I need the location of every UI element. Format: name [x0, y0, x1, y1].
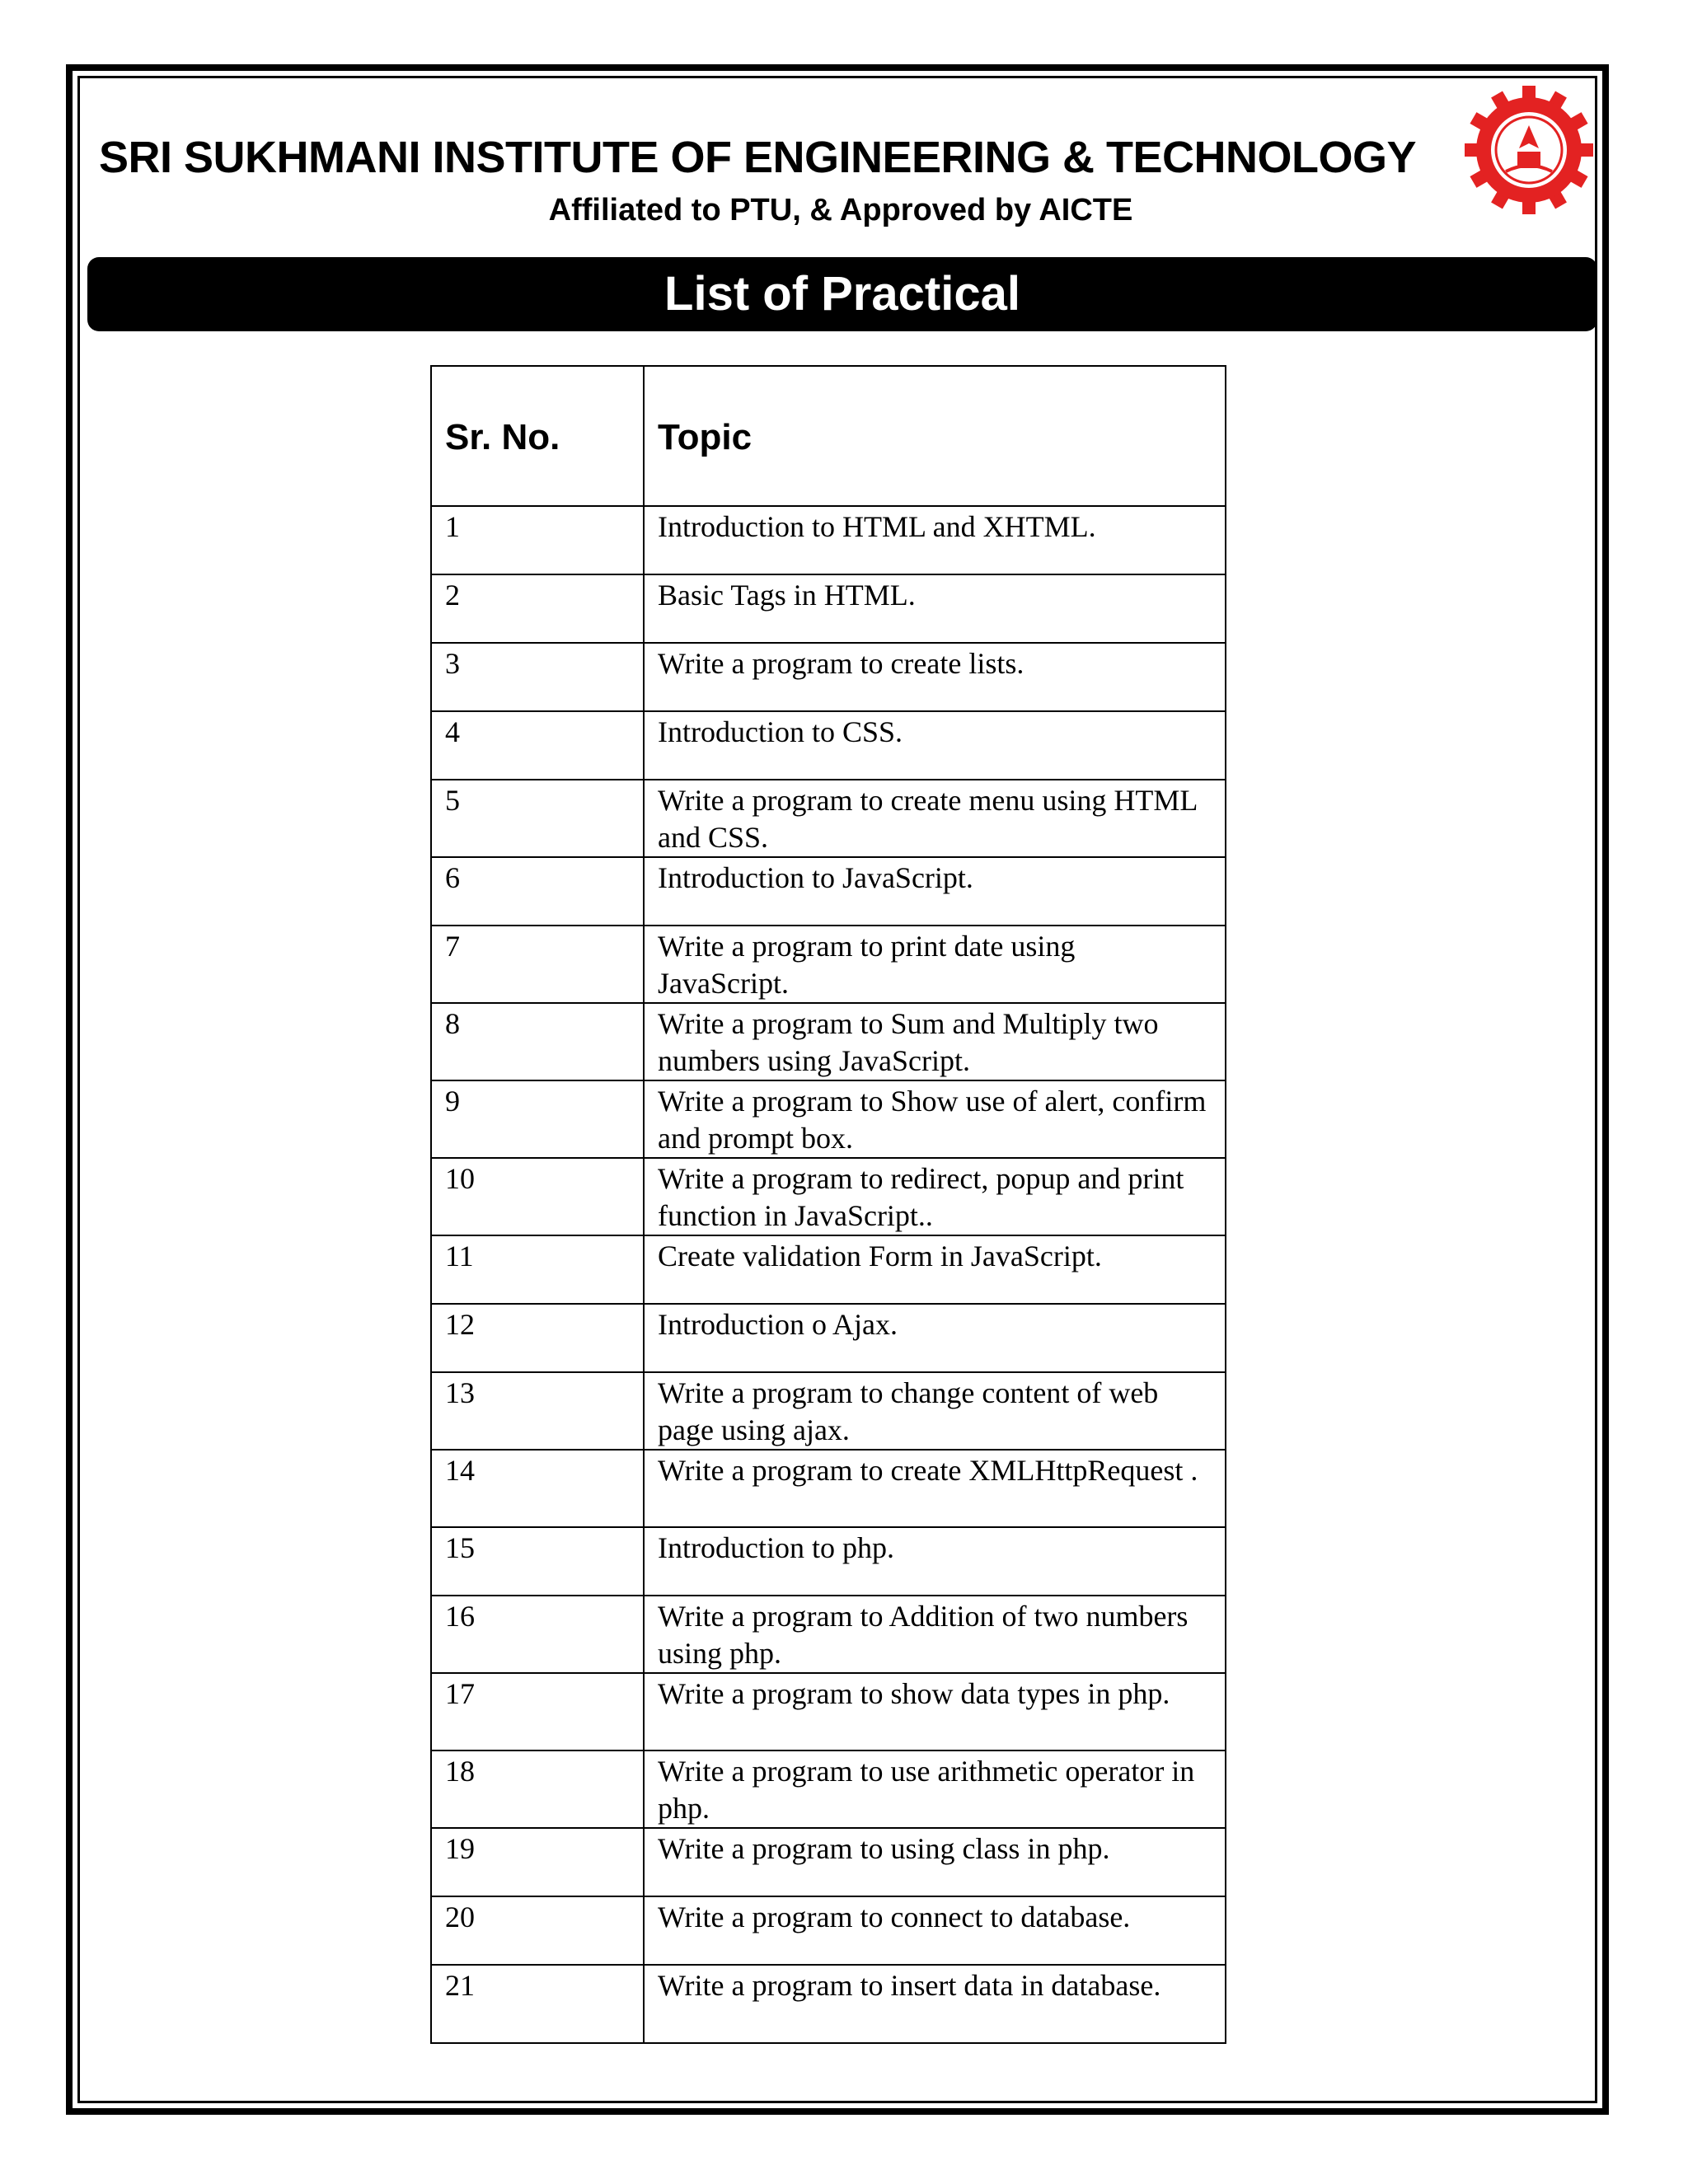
- sr-no-cell: 6: [431, 857, 644, 926]
- table-row: [431, 1372, 1226, 1450]
- sr-no-cell: 14: [431, 1450, 644, 1527]
- sr-no-cell: 10: [431, 1158, 644, 1235]
- sr-no-cell: 16: [431, 1596, 644, 1673]
- topic-cell: Write a program to insert data in database.: [644, 1965, 1226, 2043]
- topic-cell: Introduction to php.: [644, 1527, 1226, 1596]
- sr-no-cell: 21: [431, 1965, 644, 2043]
- topic-cell: Introduction to HTML and XHTML.: [644, 506, 1226, 574]
- table-row: [431, 506, 1226, 574]
- header-sr-no: Sr. No.: [431, 366, 644, 506]
- sr-no-cell: 15: [431, 1527, 644, 1596]
- topic-cell: Write a program to redirect, popup and print function in JavaScript..: [644, 1158, 1226, 1235]
- topic-cell: Write a program to show data types in php.: [644, 1673, 1226, 1750]
- topic-cell: Write a program to print date using JavaScript.: [644, 926, 1226, 1003]
- table-row: [431, 1080, 1226, 1158]
- table-row: [431, 1527, 1226, 1596]
- table-row: [431, 1750, 1226, 1828]
- sr-no-cell: 4: [431, 711, 644, 780]
- topic-cell: Write a program to create lists.: [644, 643, 1226, 711]
- table-row: [431, 857, 1226, 926]
- topic-cell: Create validation Form in JavaScript.: [644, 1235, 1226, 1304]
- institute-name: SRI SUKHMANI INSTITUTE OF ENGINEERING & TECHNOLOGY: [99, 133, 1417, 182]
- topic-cell: Write a program to use arithmetic operator in php.: [644, 1750, 1226, 1828]
- topic-cell: Write a program to create XMLHttpRequest .: [644, 1450, 1226, 1527]
- sr-no-cell: 1: [431, 506, 644, 574]
- table-row: [431, 1158, 1226, 1235]
- topic-cell: Write a program to connect to database.: [644, 1896, 1226, 1965]
- page-banner-title: List of Practical: [87, 257, 1597, 331]
- sr-no-cell: 12: [431, 1304, 644, 1372]
- practical-list-table: [430, 365, 1226, 2044]
- table-header-row: [431, 366, 1226, 506]
- table-row: [431, 1828, 1226, 1896]
- table-row: [431, 1896, 1226, 1965]
- topic-cell: Basic Tags in HTML.: [644, 574, 1226, 643]
- table-row: [431, 1304, 1226, 1372]
- sr-no-cell: 11: [431, 1235, 644, 1304]
- table-row: [431, 711, 1226, 780]
- sr-no-cell: 8: [431, 1003, 644, 1080]
- topic-cell: Write a program to Sum and Multiply two numbers using JavaScript.: [644, 1003, 1226, 1080]
- topic-cell: Introduction to CSS.: [644, 711, 1226, 780]
- topic-cell: Write a program to Show use of alert, confirm and prompt box.: [644, 1080, 1226, 1158]
- table-row: [431, 574, 1226, 643]
- table-row: [431, 1003, 1226, 1080]
- sr-no-cell: 18: [431, 1750, 644, 1828]
- sr-no-cell: 2: [431, 574, 644, 643]
- table-row: [431, 1450, 1226, 1527]
- table-row: [431, 643, 1226, 711]
- sr-no-cell: 5: [431, 780, 644, 857]
- table-row: [431, 1235, 1226, 1304]
- topic-cell: Write a program to Addition of two numbers using php.: [644, 1596, 1226, 1673]
- header-topic: Topic: [644, 366, 1226, 506]
- topic-cell: Introduction to JavaScript.: [644, 857, 1226, 926]
- sr-no-cell: 7: [431, 926, 644, 1003]
- table-row: [431, 926, 1226, 1003]
- topic-cell: Write a program to create menu using HTML and CSS.: [644, 780, 1226, 857]
- topic-cell: Write a program to change content of web page using ajax.: [644, 1372, 1226, 1450]
- table-row: [431, 780, 1226, 857]
- sr-no-cell: 19: [431, 1828, 644, 1896]
- table-row: [431, 1596, 1226, 1673]
- topic-cell: Write a program to using class in php.: [644, 1828, 1226, 1896]
- topic-cell: Introduction o Ajax.: [644, 1304, 1226, 1372]
- sr-no-cell: 3: [431, 643, 644, 711]
- sr-no-cell: 17: [431, 1673, 644, 1750]
- affiliation-text: Affiliated to PTU, & Approved by AICTE: [548, 193, 1133, 227]
- table-row: [431, 1673, 1226, 1750]
- sr-no-cell: 20: [431, 1896, 644, 1965]
- sr-no-cell: 9: [431, 1080, 644, 1158]
- institute-seal-logo: [1463, 84, 1595, 216]
- sr-no-cell: 13: [431, 1372, 644, 1450]
- table-row: [431, 1965, 1226, 2043]
